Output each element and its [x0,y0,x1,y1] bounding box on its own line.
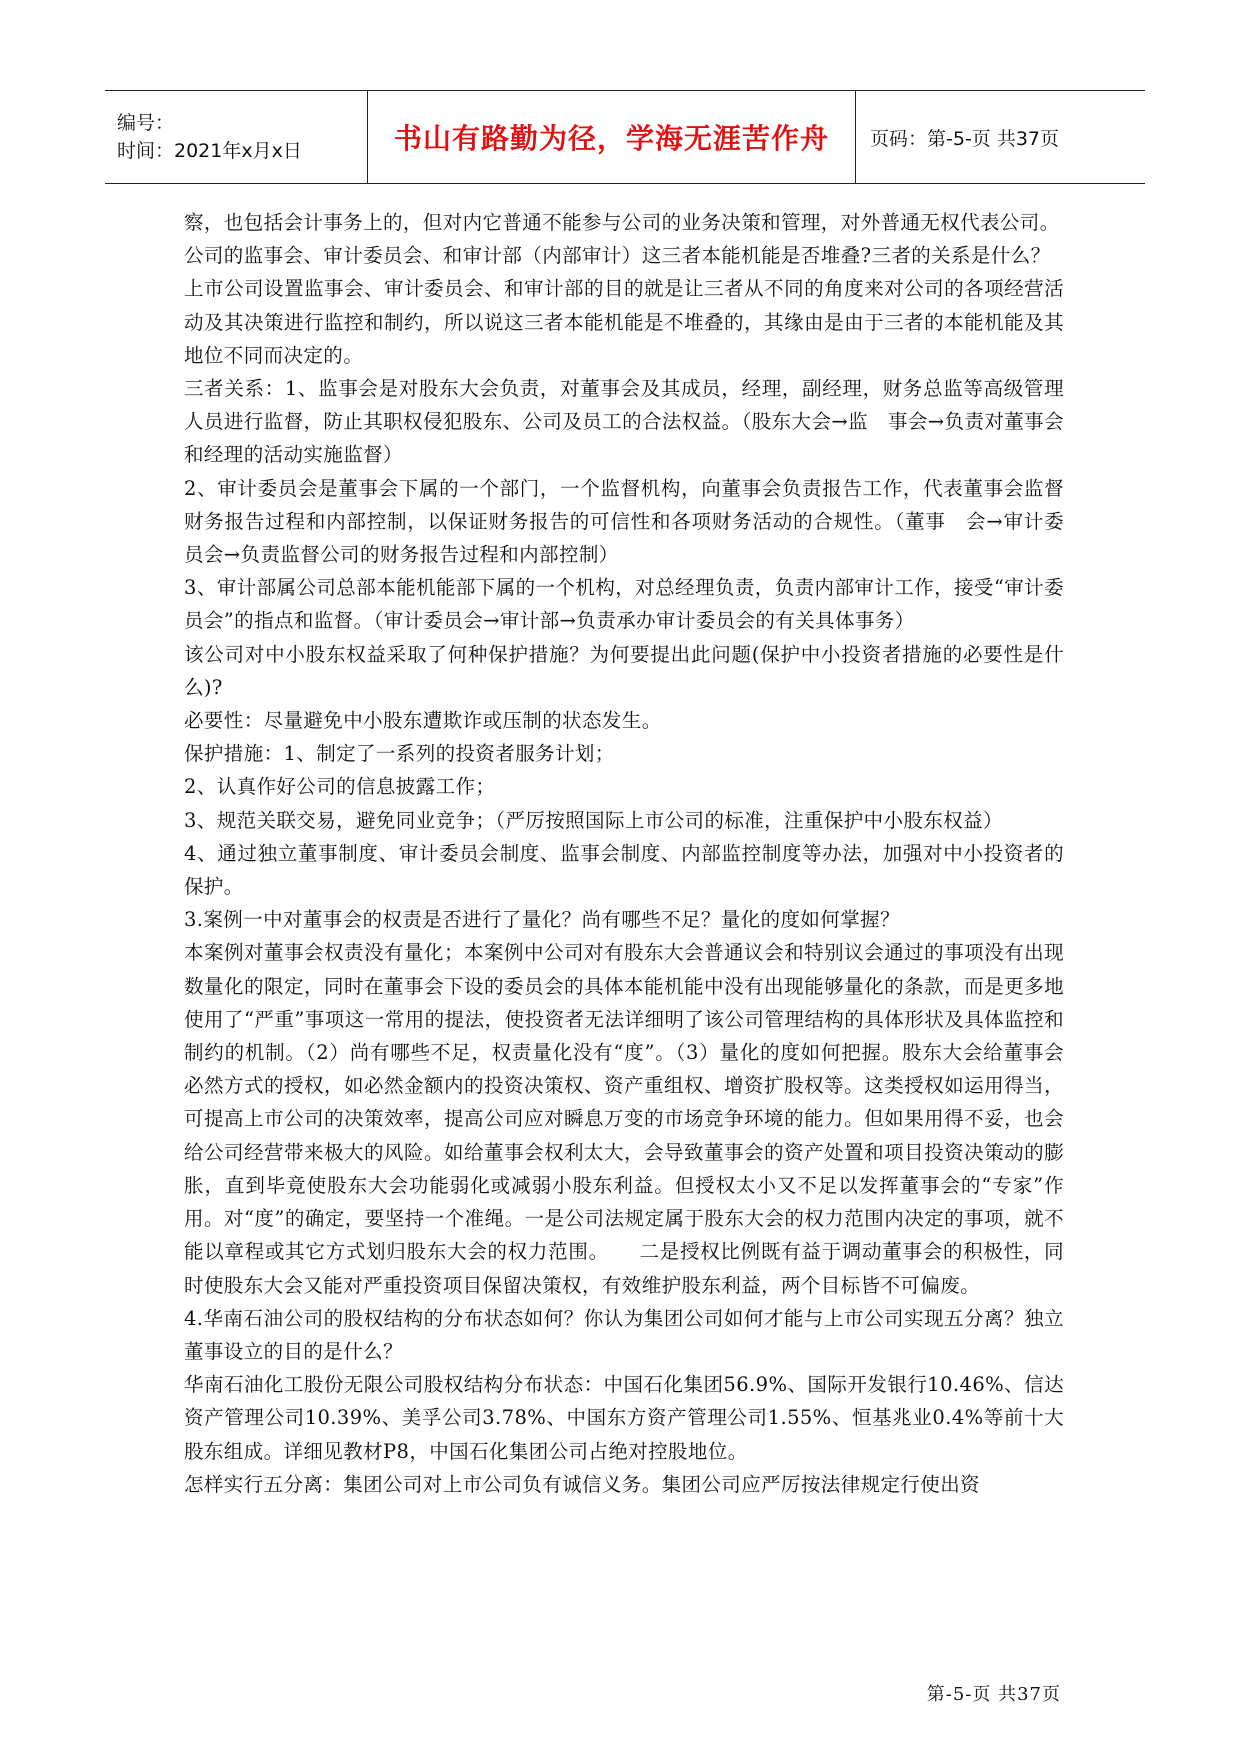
paragraph: 4、通过独立董事制度、审计委员会制度、监事会制度、内部监控制度等办法，加强对中小投资者的保护。 [184,841,1064,899]
header-meta-cell [105,91,368,183]
paragraph: 3、规范关联交易，避免同业竞争；（严厉按照国际上市公司的标准，注重保护中小股东权益） [184,808,1003,832]
page-footer [927,1680,1061,1706]
header-page-cell [856,91,1145,183]
paragraph: 察，也包括会计事务上的，但对内它普通不能参与公司的业务决策和管理，对外普通无权代表公司。 [184,211,1060,234]
footer-page-number: 第-5-页 共37页 [926,1684,1061,1705]
question-paragraph: 该公司对中小股东权益采取了何种保护措施？为何要提出此问题(保护中小投资者措施的必要性是什么)? [184,642,1064,699]
question-paragraph: 4.华南石油公司的股权结构的分布状态如何？你认为集团公司如何才能与上市公司实现五分离？独立董事设立的目的是什么？ [184,1306,1064,1363]
header-page-number: 页码：第-5-页 共37页 [870,127,1060,150]
paragraph: 三者关系：1、监事会是对股东大会负责，对董事会及其成员，经理，副经理，财务总监等高级管理人员进行监督，防止其职权侵犯股东、公司及员工的合法权益。（股东大会→监 事会→负责对董事会和经理的活动实施监督） [184,377,1064,467]
document-time-label: 时间：2021年x月x日 [117,140,302,162]
page-header [105,90,1145,184]
paragraph: 必要性：尽量避免中小股东遭欺诈或压制的状态发生。 [184,709,662,733]
paragraph: 本案例对董事会权责没有量化；本案例中公司对有股东大会普通议会和特别议会通过的事项没有出现数量化的限定，同时在董事会下设的委员会的具体本能机能中没有出现能够量化的条款，而是更多地使用了“严重”事项这一常用的提法，使投资者无法详细明了该公司管理结构的具体形状及具体监控和制约的机制。（2）尚有哪些不足，权责量化没有“度”。（3）量化的度如何把握。股东大会给董事会必然方式的授权，如必然金额内的投资决策权、资产重组权、增资扩股权等。这类授权如运用得当，可提高上市公司的决策效率，提高公司应对瞬息万变的市场竞争环境的能力。但如果用得不妥，也会给公司经营带来极大的风险。如给董事会权利太大，会导致董事会的资产处置和项目投资决策动的膨胀，直到毕竟使股东大会功能弱化或减弱小股东利益。但授权太小又不足以发挥董事会的“专家”作用。对“度”的确定，要坚持一个准绳。一是公司法规定属于股东大会的权力范围内决定的事项，就不能以章程或其它方式划归股东大会的权力范围。 二是授权比例既有益于调动董事会的积极性，同时使股东大会又能对严重投资项目保留决策权，有效维护股东利益，两个目标皆不可偏废。 [184,941,1064,1297]
header-motto: 书山有路勤为径，学海无涯苦作舟 [393,122,829,155]
document-number-label: 编号： [117,112,175,134]
paragraph: 2、认真作好公司的信息披露工作； [184,775,496,799]
paragraph: 2、审计委员会是董事会下属的一个部门，一个监督机构，向董事会负责报告工作，代表董事会监督财务报告过程和内部控制，以保证财务报告的可信性和各项财务活动的合规性。（董事 会→审计委员会→负责监督公司的财务报告过程和内部控制） [184,476,1064,567]
question-paragraph: 公司的监事会、审计委员会、和审计部（内部审计）这三者本能机能是否堆叠?三者的关系是什么？ [184,244,1051,268]
paragraph: 上市公司设置监事会、审计委员会、和审计部的目的就是让三者从不同的角度来对公司的各项经营活动及其决策进行监控和制约，所以说这三者本能机能是不堆叠的，其缘由是由于三者的本能机能及其地位不同而决定的。 [184,277,1064,367]
paragraph: 华南石油化工股份无限公司股权结构分布状态：中国石化集团56.9%、国际开发银行10.46%、信达资产管理公司10.39%、美孚公司3.78%、中国东方资产管理公司1.55%、恒基兆业0.4%等前十大股东组成。详细见教材P8，中国石化集团公司占绝对控股地位。 [184,1373,1064,1463]
question-paragraph: 3.案例一中对董事会的权责是否进行了量化？尚有哪些不足？量化的度如何掌握？ [184,908,900,932]
paragraph: 保护措施：1、制定了一系列的投资者服务计划； [184,742,615,766]
document-body [184,206,1064,1501]
header-motto-cell [368,91,856,183]
paragraph: 怎样实行五分离：集团公司对上市公司负有诚信义务。集团公司应严厉按法律规定行使出资 [184,1472,981,1496]
paragraph: 3、审计部属公司总部本能机能部下属的一个机构，对总经理负责，负责内部审计工作，接受“审计委员会”的指点和监督。（审计委员会→审计部→负责承办审计委员会的有关具体事务） [184,576,1064,633]
